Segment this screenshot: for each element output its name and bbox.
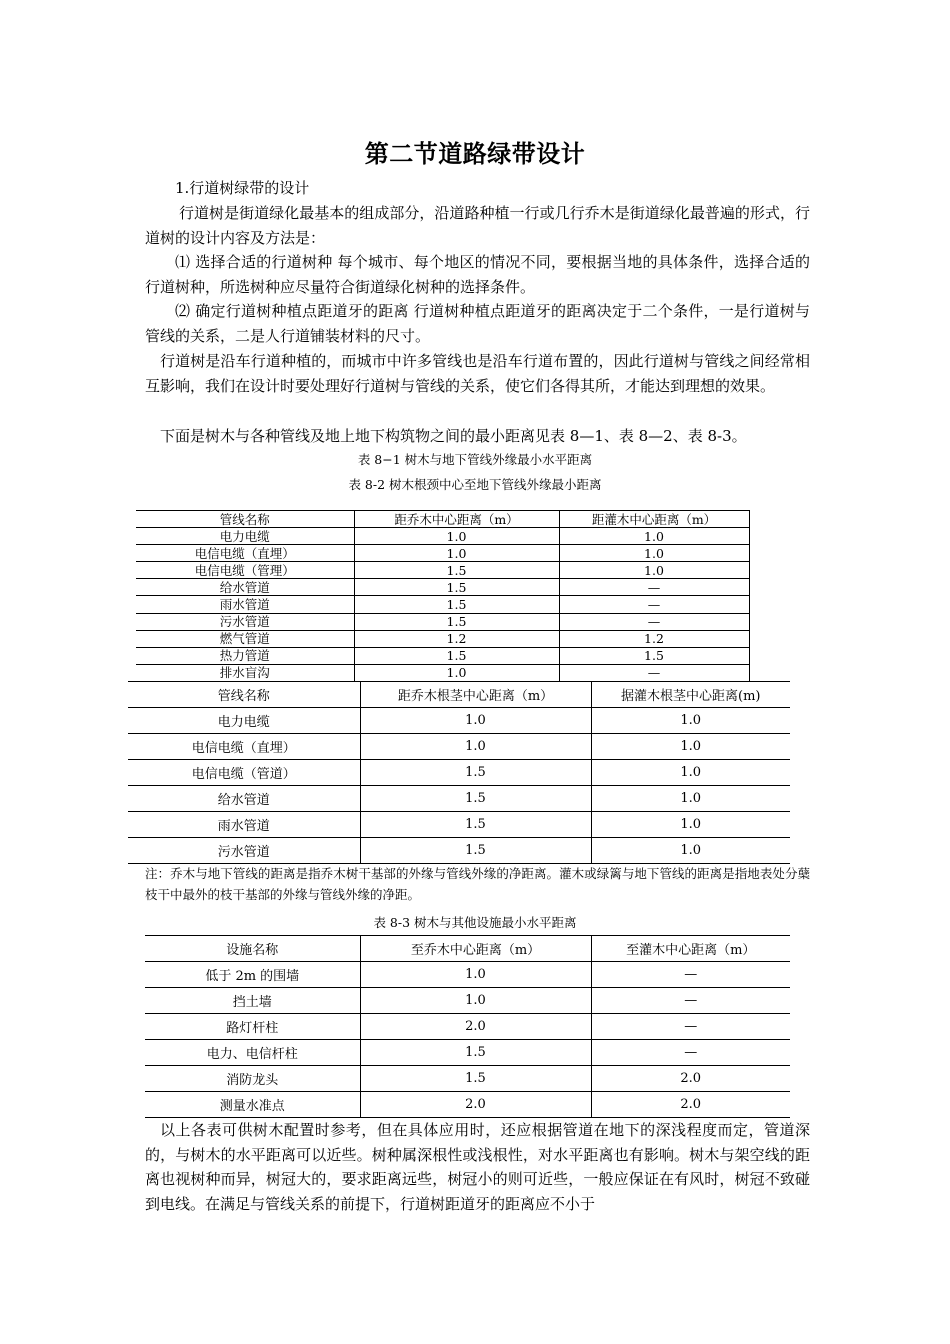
header-cell: 距乔木中心距离（m）: [354, 511, 559, 528]
table-row: [136, 528, 749, 545]
cell-tree-distance: 1.5: [360, 760, 591, 786]
cell-tree-distance: 1.0: [354, 528, 559, 545]
table-row: [145, 1040, 790, 1066]
cell-facility: 电力、电信杆柱: [145, 1040, 360, 1066]
cell-tree-distance: 1.5: [360, 1040, 591, 1066]
table-row: [128, 838, 790, 864]
cell-pipeline: 电信电缆（管道）: [128, 760, 360, 786]
cell-shrub-distance: 1.2: [559, 630, 749, 647]
cell-shrub-distance: 1.0: [559, 545, 749, 562]
cell-shrub-distance: —: [591, 1040, 790, 1066]
cell-tree-distance: 1.0: [354, 545, 559, 562]
cell-pipeline: 雨水管道: [136, 596, 354, 613]
table-row: [128, 812, 790, 838]
cell-tree-distance: 1.5: [360, 786, 591, 812]
cell-tree-distance: 2.0: [360, 1014, 591, 1040]
cell-facility: 挡土墙: [145, 988, 360, 1014]
cell-pipeline: 雨水管道: [128, 812, 360, 838]
cell-tree-distance: 1.2: [354, 630, 559, 647]
table-row: [136, 613, 749, 630]
cell-tree-distance: 1.0: [360, 988, 591, 1014]
cell-tree-distance: 1.0: [360, 708, 591, 734]
cell-shrub-distance: 1.0: [591, 786, 790, 812]
header-cell: 管线名称: [128, 682, 360, 708]
table-row: [136, 630, 749, 647]
cell-pipeline: 污水管道: [136, 613, 354, 630]
cell-tree-distance: 1.5: [354, 579, 559, 596]
header-cell: 设施名称: [145, 936, 360, 962]
section-title: 第二节道路绿带设计: [364, 140, 586, 168]
paragraph-planting-distance: ⑵ 确定行道树种植点距道牙的距离 行道树种植点距道牙的距离决定于二个条件，一是行道树与管线的关系，二是人行道铺装材料的尺寸。: [145, 302, 810, 345]
cell-shrub-distance: —: [559, 579, 749, 596]
cell-shrub-distance: 2.0: [591, 1066, 790, 1092]
cell-pipeline: 电信电缆（直埋）: [128, 734, 360, 760]
table-row: [136, 545, 749, 562]
table-row: [136, 664, 749, 681]
header-cell: 距灌木中心距离（m）: [559, 511, 749, 528]
subheading-street-tree-belt: 1.行道树绿带的设计: [175, 179, 310, 197]
cell-shrub-distance: —: [591, 1014, 790, 1040]
cell-shrub-distance: —: [591, 962, 790, 988]
paragraph-table-reference: 下面是树木与各种管线及地上地下构筑物之间的最小距离见表 8—1、表 8—2、表 8-3。: [160, 427, 747, 445]
table-8-1-caption: 表 8−1 树木与地下管线外缘最小水平距离: [357, 452, 593, 467]
cell-shrub-distance: 1.0: [591, 708, 790, 734]
header-cell: 管线名称: [136, 511, 354, 528]
paragraph-pipeline-relation: 行道树是沿车行道种植的，而城市中许多管线也是沿车行道布置的，因此行道树与管线之间经常相互影响，我们在设计时要处理好行道树与管线的关系，使它们各得其所，才能达到理想的效果。: [145, 352, 810, 395]
table-row: [128, 708, 790, 734]
cell-pipeline: 电信电缆（管理）: [136, 562, 354, 579]
table-row: [145, 988, 790, 1014]
table-row: [128, 786, 790, 812]
table-note: 注：乔木与地下管线的距离是指乔木树干基部的外缘与管线外缘的净距离。灌木或绿篱与地下管线的距离是指地表处分蘖枝干中最外的枝干基部的外缘与管线外缘的净距。: [145, 866, 810, 902]
table-8-1: [136, 510, 750, 682]
cell-tree-distance: 1.5: [354, 647, 559, 664]
cell-shrub-distance: 1.0: [591, 734, 790, 760]
table-header-row: [128, 682, 790, 708]
cell-pipeline: 电力电缆: [136, 528, 354, 545]
header-cell: 距乔木根茎中心距离（m）: [360, 682, 591, 708]
header-cell: 至灌木中心距离（m）: [591, 936, 790, 962]
cell-tree-distance: 1.5: [360, 1066, 591, 1092]
paragraph-usage-notes: 以上各表可供树木配置时参考，但在具体应用时，还应根据管道在地下的深浅程度而定，管道深的，与树木的水平距离可以近些。树种属深根性或浅根性，对水平距离也有影响。树木与架空线的距离也视树种而异，树冠大的，要求距离远些，树冠小的则可近些，一般应保证在有风时，树冠不致碰到电线。在满足与管线关系的前提下，行道树距道牙的距离应不小于: [145, 1121, 810, 1213]
table-row: [145, 1092, 790, 1118]
cell-pipeline: 排水盲沟: [136, 664, 354, 681]
paragraph-select-species: ⑴ 选择合适的行道树种 每个城市、每个地区的情况不同，要根据当地的具体条件，选择合适的行道树种，所选树种应尽量符合街道绿化树种的选择条件。: [145, 253, 810, 296]
cell-facility: 路灯杆柱: [145, 1014, 360, 1040]
cell-shrub-distance: 1.0: [591, 760, 790, 786]
table-8-2-caption: 表 8-2 树木根颈中心至地下管线外缘最小距离: [348, 477, 602, 492]
cell-facility: 消防龙头: [145, 1066, 360, 1092]
cell-shrub-distance: 1.0: [559, 528, 749, 545]
cell-tree-distance: 1.5: [360, 838, 591, 864]
cell-tree-distance: 1.0: [360, 734, 591, 760]
cell-tree-distance: 1.5: [354, 613, 559, 630]
cell-tree-distance: 2.0: [360, 1092, 591, 1118]
cell-pipeline: 给水管道: [128, 786, 360, 812]
cell-shrub-distance: 1.0: [591, 838, 790, 864]
cell-pipeline: 给水管道: [136, 579, 354, 596]
cell-facility: 测量水准点: [145, 1092, 360, 1118]
table-8-3-caption: 表 8-3 树木与其他设施最小水平距离: [373, 915, 577, 930]
header-cell: 据灌木根茎中心距离(m): [591, 682, 790, 708]
table-row: [136, 596, 749, 613]
cell-shrub-distance: —: [559, 613, 749, 630]
table-row: [128, 760, 790, 786]
table-row: [128, 734, 790, 760]
table-header-row: [136, 511, 749, 528]
cell-shrub-distance: 1.0: [559, 562, 749, 579]
cell-tree-distance: 1.0: [354, 664, 559, 681]
cell-pipeline: 电力电缆: [128, 708, 360, 734]
cell-shrub-distance: 1.5: [559, 647, 749, 664]
cell-pipeline: 污水管道: [128, 838, 360, 864]
table-row: [136, 579, 749, 596]
cell-shrub-distance: —: [591, 988, 790, 1014]
table-row: [145, 962, 790, 988]
cell-facility: 低于 2m 的围墙: [145, 962, 360, 988]
cell-shrub-distance: —: [559, 664, 749, 681]
table-row: [136, 562, 749, 579]
cell-pipeline: 燃气管道: [136, 630, 354, 647]
table-8-2: [128, 681, 790, 864]
cell-pipeline: 电信电缆（直埋）: [136, 545, 354, 562]
table-row: [145, 1066, 790, 1092]
paragraph-intro: 行道树是街道绿化最基本的组成部分，沿道路种植一行或几行乔木是街道绿化最普遍的形式，行道树的设计内容及方法是：: [145, 204, 810, 247]
table-8-3: [145, 935, 790, 1118]
table-row: [145, 1014, 790, 1040]
cell-tree-distance: 1.5: [354, 562, 559, 579]
cell-tree-distance: 1.0: [360, 962, 591, 988]
header-cell: 至乔木中心距离（m）: [360, 936, 591, 962]
cell-tree-distance: 1.5: [354, 596, 559, 613]
cell-shrub-distance: 2.0: [591, 1092, 790, 1118]
cell-shrub-distance: 1.0: [591, 812, 790, 838]
cell-tree-distance: 1.5: [360, 812, 591, 838]
cell-shrub-distance: —: [559, 596, 749, 613]
table-row: [136, 647, 749, 664]
table-header-row: [145, 936, 790, 962]
cell-pipeline: 热力管道: [136, 647, 354, 664]
